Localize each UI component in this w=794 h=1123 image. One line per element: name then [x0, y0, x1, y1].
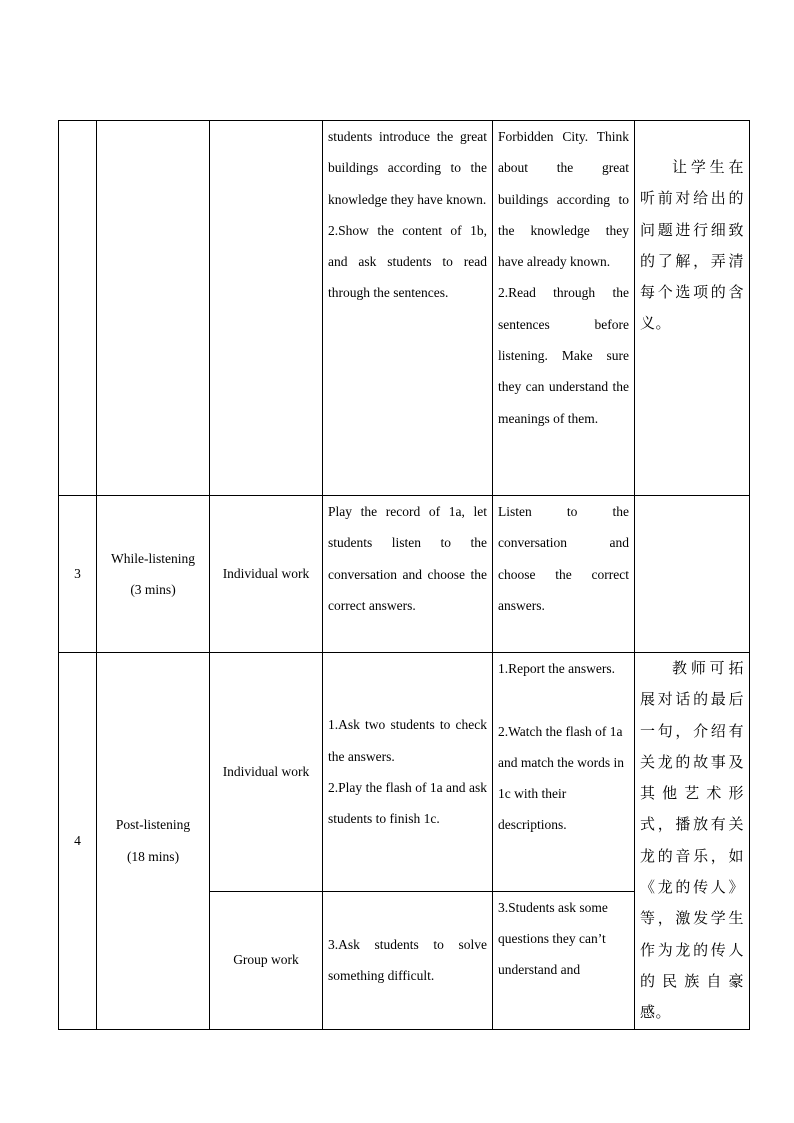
design-note-cell [635, 121, 750, 496]
mode-cell: Group work [210, 891, 323, 1029]
stage-cell [97, 653, 210, 1030]
teacher-activity-cell: 3.Ask students to solve something difficult. [323, 891, 493, 1029]
teacher-activity-cell [323, 121, 493, 496]
mode-cell: Individual work [210, 496, 323, 653]
step-number-cell [59, 121, 97, 496]
student-activity-cell: 3.Students ask some questions they can’t understand and [493, 891, 635, 1029]
student-activity-cell: Listen to the conversation and choose the correct answers. [493, 496, 635, 653]
student-activity-text: 2.Watch the flash of 1a and match the words in 1c with their descriptions. [498, 723, 624, 833]
mode-cell [210, 121, 323, 496]
table-row-step-4 [59, 653, 750, 892]
table-row-step-3 [59, 496, 750, 653]
design-note-text: 教师可拓展对话的最后一句，介绍有关龙的故事及其他艺术形式，播放有关龙的音乐，如《龙的传人》等，激发学生作为龙的传人的民族自豪感。 [640, 659, 744, 1022]
teacher-activity-cell [323, 653, 493, 892]
design-note-cell [635, 653, 750, 1030]
teacher-activity-text: 2.Play the flash of 1a and ask students to finish 1c. [328, 779, 487, 827]
teacher-activity-text: 1.Ask two students to check the answers. [328, 717, 487, 764]
stage-time: (3 mins) [130, 582, 176, 597]
stage-name: While-listening [111, 550, 195, 566]
student-activity-cell [493, 653, 635, 892]
stage-time: (18 mins) [126, 848, 180, 864]
teacher-activity-text: 2.Show the content of 1b, and ask students to read through the sentences. [328, 222, 487, 301]
student-activity-text: 2.Read through the sentences before listening. Make sure they can understand the meanings of them. [498, 285, 629, 426]
student-activity-text: 1.Report the answers. [498, 661, 615, 676]
lesson-plan-table [58, 120, 750, 1030]
spacer [498, 684, 629, 715]
step-number-cell: 4 [59, 653, 97, 1030]
teacher-activity-cell: Play the record of 1a, let students listen to the conversation and choose the correct answers. [323, 496, 493, 653]
stage-cell [97, 496, 210, 653]
stage-name: Post-listening [115, 817, 191, 833]
stage-cell [97, 121, 210, 496]
student-activity-cell [493, 121, 635, 496]
design-note-text: 让学生在听前对给出的问题进行细致的了解，弄清每个选项的含义。 [640, 158, 744, 333]
teacher-activity-text: students introduce the great buildings according to the knowledge they have known. [328, 129, 487, 207]
table-row-continuation [59, 121, 750, 496]
design-note-cell [635, 496, 750, 653]
step-number-cell: 3 [59, 496, 97, 653]
student-activity-text: Forbidden City. Think about the great buildings according to the knowledge they have already known. [498, 129, 629, 270]
mode-cell: Individual work [210, 653, 323, 892]
